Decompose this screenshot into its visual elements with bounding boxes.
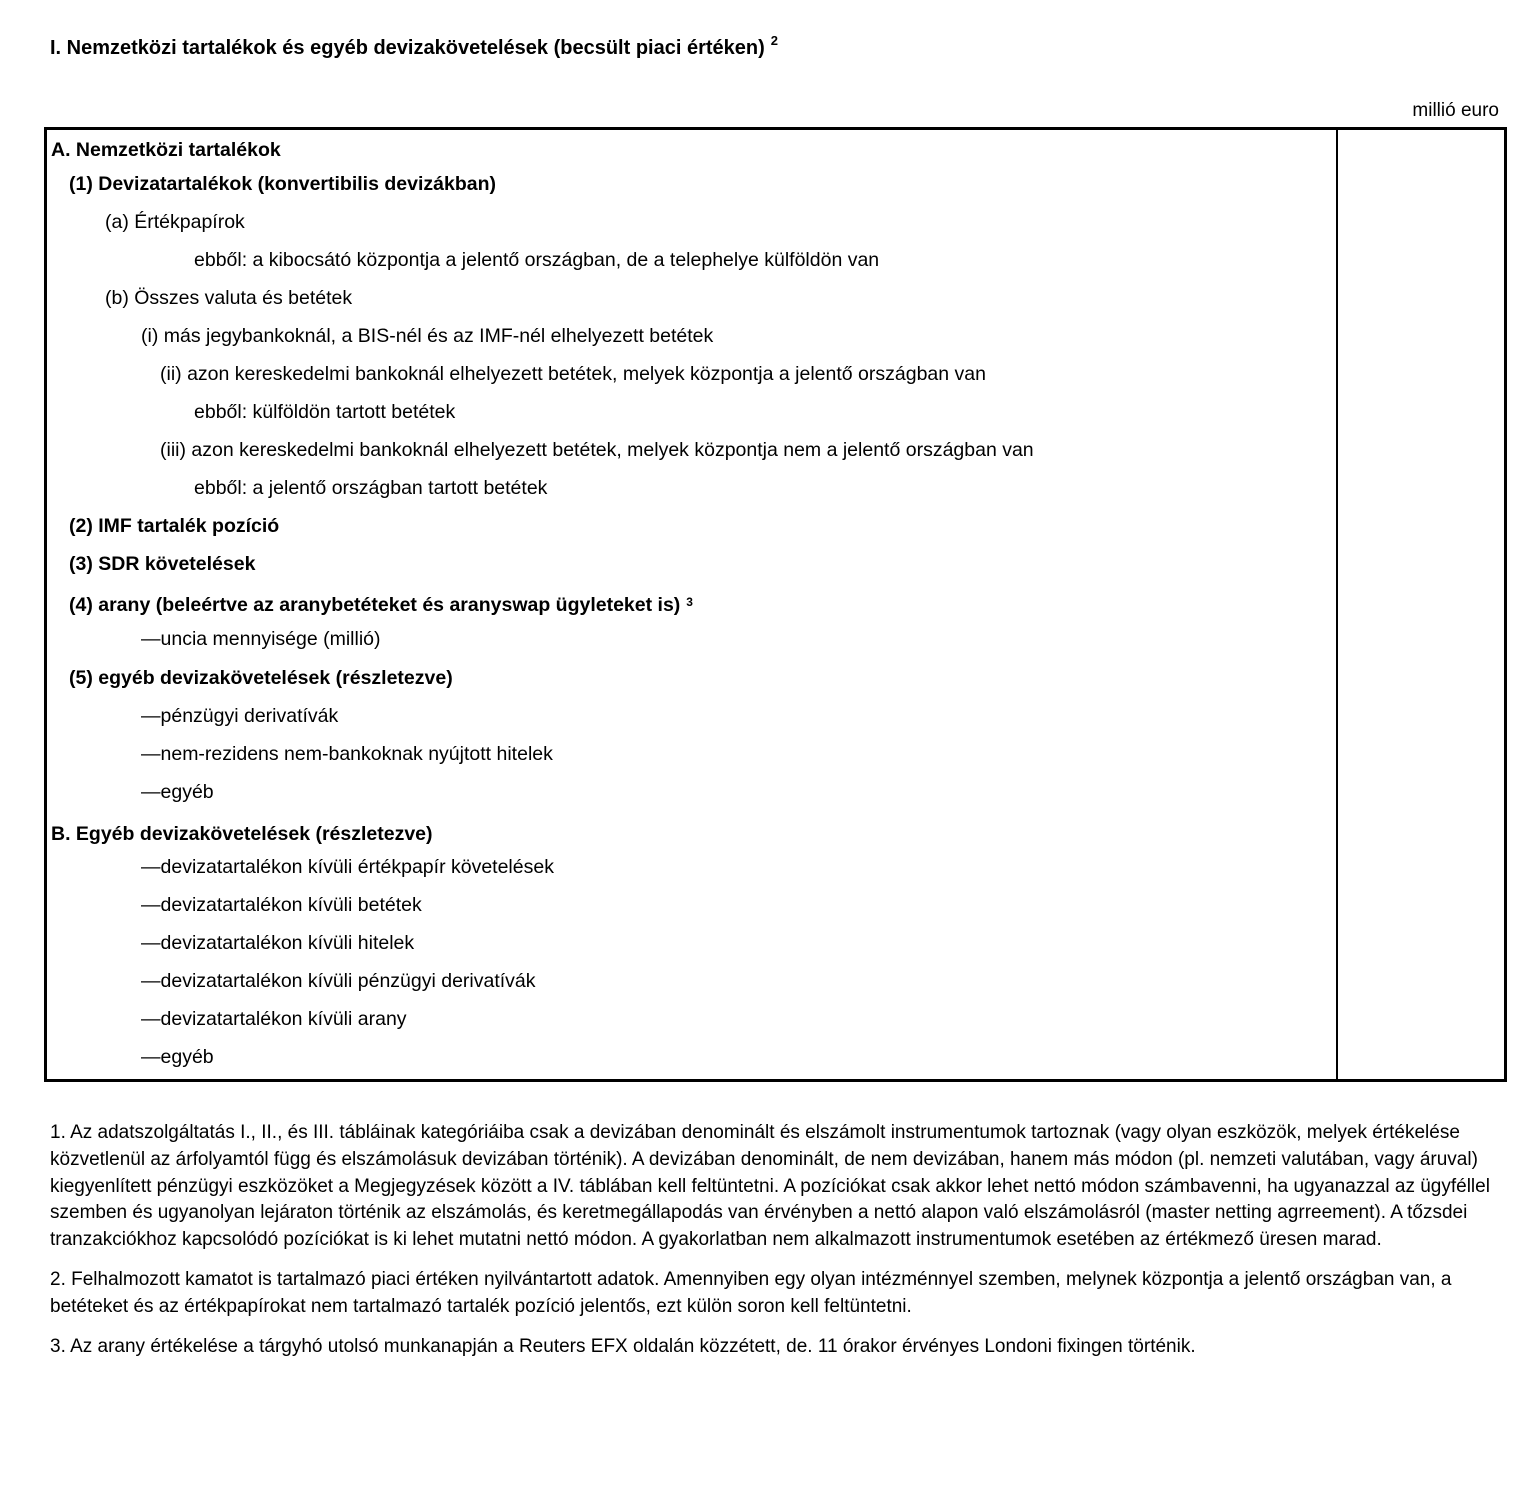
- table-row-gold-ounces: —uncia mennyisége (millió): [141, 628, 381, 650]
- table-row-foreign-currency-reserves: (1) Devizatartalékok (konvertibilis devizákban): [69, 173, 496, 195]
- table-row-other-fx-assets: B. Egyéb devizakövetelések (részletezve): [51, 823, 433, 845]
- reserves-table: [44, 127, 1507, 1082]
- table-row-loans-nonresident: —nem-rezidens nem-bankoknak nyújtott hitelek: [141, 743, 553, 765]
- table-row-deposits-domestic-banks: (ii) azon kereskedelmi bankoknál elhelyezett betétek, melyek központja a jelentő országban van: [160, 363, 986, 385]
- table-row-deposits-domestic-of-which: ebből: külföldön tartott betétek: [194, 401, 456, 423]
- table-row-imf-reserve-position: (2) IMF tartalék pozíció: [69, 515, 280, 537]
- table-row-gold: [69, 594, 693, 616]
- footnote-3: 3. Az arany értékelése a tárgyhó utolsó munkanapján a Reuters EFX oldalán közzétett, de. 11 órakor érvényes Londoni fixingen történik.: [50, 1335, 1196, 1357]
- table-row-other-reserve-assets: (5) egyéb devizakövetelések (részletezve): [69, 667, 453, 689]
- table-row-currency-and-deposits: (b) Összes valuta és betétek: [105, 287, 353, 309]
- page-title: [50, 33, 778, 60]
- table-row-financial-derivatives: —pénzügyi derivatívák: [141, 705, 339, 727]
- table-row-nonreserve-securities: —devizatartalékon kívüli értékpapír követelések: [141, 856, 554, 878]
- table-row-deposits-central-banks: (i) más jegybankoknál, a BIS-nél és az IMF-nél elhelyezett betétek: [141, 325, 714, 347]
- table-row-nonreserve-derivatives: —devizatartalékon kívüli pénzügyi derivatívák: [141, 970, 536, 992]
- table-row-nonreserve-deposits: —devizatartalékon kívüli betétek: [141, 894, 422, 916]
- table-row-sdr: (3) SDR követelések: [69, 553, 256, 575]
- footnotes: [50, 1120, 1495, 1373]
- table-row-nonreserve-other: —egyéb: [141, 1046, 214, 1068]
- title-footnote-ref: 2: [770, 33, 778, 48]
- table-row-securities: (a) Értékpapírok: [105, 211, 245, 233]
- table-row-international-reserves: A. Nemzetközi tartalékok: [51, 139, 281, 161]
- unit-label: millió euro: [1412, 100, 1499, 121]
- page-title-text: I. Nemzetközi tartalékok és egyéb devizakövetelések (becsült piaci értéken): [50, 37, 765, 59]
- table-row-securities-of-which: ebből: a kibocsátó központja a jelentő országban, de a telephelye külföldön van: [194, 249, 880, 271]
- table-row-gold-text: (4) arany (beleértve az aranybetéteket és aranyswap ügyleteket is): [69, 594, 681, 616]
- table-row-nonreserve-gold: —devizatartalékon kívüli arany: [141, 1008, 407, 1030]
- table-row-deposits-foreign-banks: (iii) azon kereskedelmi bankoknál elhelyezett betétek, melyek központja nem a jelentő országban van: [160, 439, 1034, 461]
- footnote-2: 2. Felhalmozott kamatot is tartalmazó piaci értéken nyilvántartott adatok. Amennyiben egy olyan intézménnyel szemben, melynek központja a jelentő országban van, a betéteket és az értékpapírokat nem tartalmazó tartalék pozíció jelentős, ezt külön soron kell feltüntetni.: [50, 1268, 1452, 1317]
- value-column[interactable]: [1338, 130, 1504, 1079]
- footnote-1: 1. Az adatszolgáltatás I., II., és III. tábláinak kategóriáiba csak a devizában denominált és elszámolt instrumentumok tartoznak (vagy olyan eszközök, melyek értékelése közvetlenül az árfolyamtól függ és elszámolásuk devizában történik). A devizában denominált, de nem devizában, hanem más módon (pl. nemzeti valutában, vagy áruval) kiegyenlített pénzügyi eszközöket a Megjegyzések között a IV. táblában kell feltüntetni. A pozíciókat csak akkor lehet nettó módon számbavenni, ha ugyanazzal az ügyféllel szemben és ugyanolyan lejáraton történik az elszámolás, és keretmegállapodás van érvényben a nettó alapon való elszámolásról (master netting agrreement). A tőzsdei tranzakciókhoz kapcsolódó pozíciókat is ki lehet mutatni nettó módon. A gyakorlatban nem alkalmazott instrumentumok esetében az értékmező üresen marad.: [50, 1122, 1490, 1251]
- gold-footnote-ref: 3: [686, 595, 693, 609]
- table-row-nonreserve-loans: —devizatartalékon kívüli hitelek: [141, 932, 415, 954]
- table-row-deposits-foreign-of-which: ebből: a jelentő országban tartott betétek: [194, 477, 548, 499]
- table-row-other: —egyéb: [141, 781, 214, 803]
